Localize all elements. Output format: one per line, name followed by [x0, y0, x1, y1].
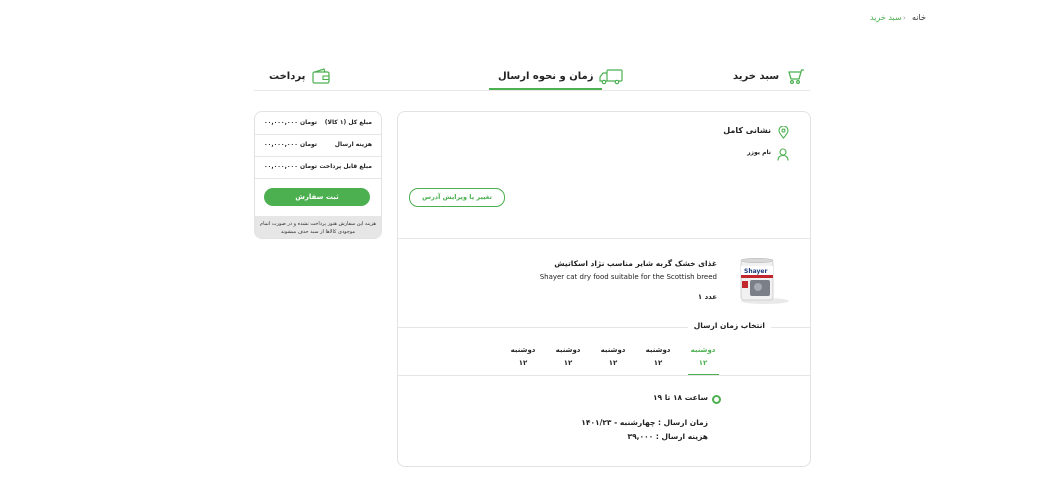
day-tab-5-num: ۱۲ [518, 359, 528, 367]
product-name-fa: غذای خشک گربه شایر مناسب نژاد اسکاتیش [554, 259, 717, 268]
shipping-time: زمان ارسال : چهارشنبه - ۱۴۰۱/۲۳ [581, 418, 708, 427]
time-slot-radio[interactable] [712, 395, 721, 404]
delivery-title: انتخاب زمان ارسال [688, 321, 771, 330]
product-image [736, 254, 794, 306]
product-brand-text: Shayer [744, 268, 768, 275]
product-name-en: Shayer cat dry food suitable for the Scottish breed [539, 273, 717, 281]
shipping-cost: هزینه ارسال : ۳۹,۰۰۰ [627, 432, 708, 441]
step-payment-label: پرداخت [269, 70, 306, 82]
step-delivery-label: زمان و نحوه ارسال [498, 70, 594, 82]
day-tab-2[interactable] [643, 346, 673, 367]
address-user-name: نام یوزر [747, 149, 771, 156]
summary-row-shipping [255, 134, 381, 157]
address-title: نشانی کامل [723, 126, 771, 135]
day-tab-4[interactable] [553, 346, 583, 367]
summary-total-value: ۰۰,۰۰۰,۰۰۰ تومان [264, 119, 318, 126]
summary-note: هزینه این سفارش هنوز پرداخت نشده و در صورت اتمام موجودی کالاها از سبد حذف میشوند [255, 216, 381, 239]
truck-icon [599, 68, 623, 85]
breadcrumb-current[interactable]: سبد خرید [870, 13, 902, 22]
day-tab-4-num: ۱۲ [563, 359, 573, 367]
day-tab-2-num: ۱۲ [653, 359, 663, 367]
summary-payable-value: ۰۰,۰۰۰,۰۰۰ تومان [264, 163, 318, 170]
summary-shipping-value: ۰۰,۰۰۰,۰۰۰ تومان [264, 141, 318, 148]
product-quantity: ۱ عدد [697, 293, 717, 301]
submit-order-button[interactable]: ثبت سفارش [264, 188, 370, 206]
cart-icon [785, 68, 805, 85]
summary-total-label: مبلغ کل (۱ کالا) [324, 119, 372, 126]
step-payment[interactable] [269, 62, 331, 90]
day-tab-5-day: دوشنبه [510, 346, 536, 354]
checkout-main-card [397, 111, 811, 467]
edit-address-button[interactable]: تغییر یا ویرایش آدرس [409, 188, 505, 207]
day-tab-4-day: دوشنبه [555, 346, 581, 354]
day-tab-2-day: دوشنبه [645, 346, 671, 354]
user-icon [777, 146, 789, 165]
time-slot-label[interactable]: ساعت ۱۸ تا ۱۹ [652, 393, 708, 402]
day-tab-3-day: دوشنبه [600, 346, 626, 354]
summary-payable-label: مبلغ قابل پرداخت [319, 163, 372, 170]
day-tab-3[interactable] [598, 346, 628, 367]
step-cart-label: سبد خرید [733, 70, 780, 82]
day-tab-1-day: دوشنبه [690, 346, 716, 354]
section-divider [398, 238, 810, 239]
summary-row-total [255, 112, 381, 135]
summary-shipping-label: هزینه ارسال [334, 141, 372, 148]
summary-row-payable [255, 156, 381, 179]
order-summary [254, 111, 382, 239]
day-tab-1[interactable] [688, 346, 718, 367]
breadcrumb-separator: › [903, 14, 906, 22]
day-tab-1-num: ۱۲ [698, 359, 708, 367]
breadcrumb-home[interactable]: خانه [912, 13, 926, 22]
days-divider [398, 375, 810, 376]
steps-divider [254, 90, 810, 91]
location-pin-icon [778, 124, 789, 143]
step-cart[interactable] [733, 62, 805, 90]
active-step-indicator [489, 88, 602, 90]
wallet-icon [311, 68, 331, 85]
day-tab-5[interactable] [508, 346, 538, 367]
step-delivery[interactable] [498, 62, 623, 90]
day-tab-3-num: ۱۲ [608, 359, 618, 367]
